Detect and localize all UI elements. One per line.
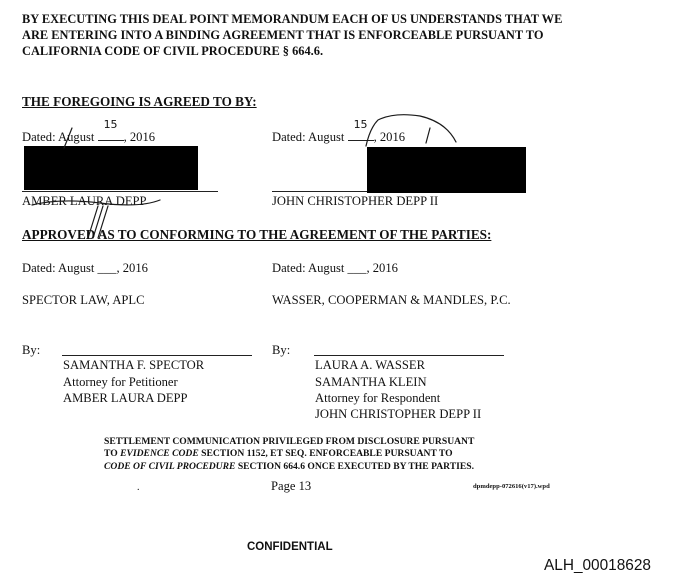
stray-dot: . xyxy=(137,482,140,493)
right-day-handwritten: 15 xyxy=(353,118,368,131)
footer-line-1: SETTLEMENT COMMUNICATION PRIVILEGED FROM DISCLOSURE PURSUANT xyxy=(104,436,475,447)
left-counsel-client: AMBER LAURA DEPP xyxy=(63,391,188,405)
left-counsel-role: Attorney for Petitioner xyxy=(63,375,178,389)
right-signature-tick xyxy=(426,128,430,143)
right-counsel-dated: Dated: August ___, 2016 xyxy=(272,261,398,275)
right-counsel-firm: WASSER, COOPERMAN & MANDLES, P.C. xyxy=(272,293,511,307)
document-file-name: dpmdepp-072616(v17).wpd xyxy=(473,483,550,490)
right-counsel-attorney-2: SAMANTHA KLEIN xyxy=(315,375,427,389)
left-signature-scribble xyxy=(32,200,160,205)
right-counsel-role: Attorney for Respondent xyxy=(315,391,441,405)
left-year: , 2016 xyxy=(123,130,156,144)
binding-agreement-notice: BY EXECUTING THIS DEAL POINT MEMORANDUM EACH OF US UNDERSTANDS THAT WE ARE ENTERING INTO A BINDING AGREEMENT THAT IS ENFORCEABLE PURSUANT TO CALIFORNIA CODE OF CIVIL PROCEDURE § 664.6. xyxy=(22,12,563,58)
left-day-handwritten: 15 xyxy=(103,118,118,131)
footer-line-3: CODE OF CIVIL PROCEDURE SECTION 664.6 ONCE EXECUTED BY THE PARTIES. xyxy=(104,460,474,472)
confidential-label: CONFIDENTIAL xyxy=(247,541,333,553)
right-party-name: JOHN CHRISTOPHER DEPP II xyxy=(272,194,439,208)
right-counsel-signature-line xyxy=(314,355,504,356)
right-counsel-attorney-1: LAURA A. WASSER xyxy=(315,358,425,372)
agreed-heading: THE FOREGOING IS AGREED TO BY: xyxy=(22,94,257,109)
right-counsel-by: By: xyxy=(272,343,291,357)
left-dated-label: Dated: August xyxy=(22,130,98,144)
left-party-name: AMBER LAURA DEPP xyxy=(22,194,147,208)
left-counsel-by: By: xyxy=(22,343,41,357)
page-number: Page 13 xyxy=(271,479,312,493)
right-signature-loop xyxy=(366,115,456,146)
bates-number: ALH_00018628 xyxy=(544,557,651,574)
privilege-footer xyxy=(104,436,534,473)
right-dated-label: Dated: August xyxy=(272,130,348,144)
left-signature-stroke xyxy=(64,128,72,148)
right-year: , 2016 xyxy=(373,130,406,144)
left-counsel-dated: Dated: August ___, 2016 xyxy=(22,261,148,275)
footer-line-2: TO EVIDENCE CODE SECTION 1152, ET SEQ. ENFORCEABLE PURSUANT TO xyxy=(104,448,453,460)
approved-heading: APPROVED AS TO CONFORMING TO THE AGREEMENT OF THE PARTIES: xyxy=(22,227,492,242)
left-counsel-signature-line xyxy=(62,355,252,356)
right-counsel-client: JOHN CHRISTOPHER DEPP II xyxy=(315,407,482,421)
left-counsel-attorney: SAMANTHA F. SPECTOR xyxy=(63,358,205,372)
left-counsel-firm: SPECTOR LAW, APLC xyxy=(22,293,145,307)
